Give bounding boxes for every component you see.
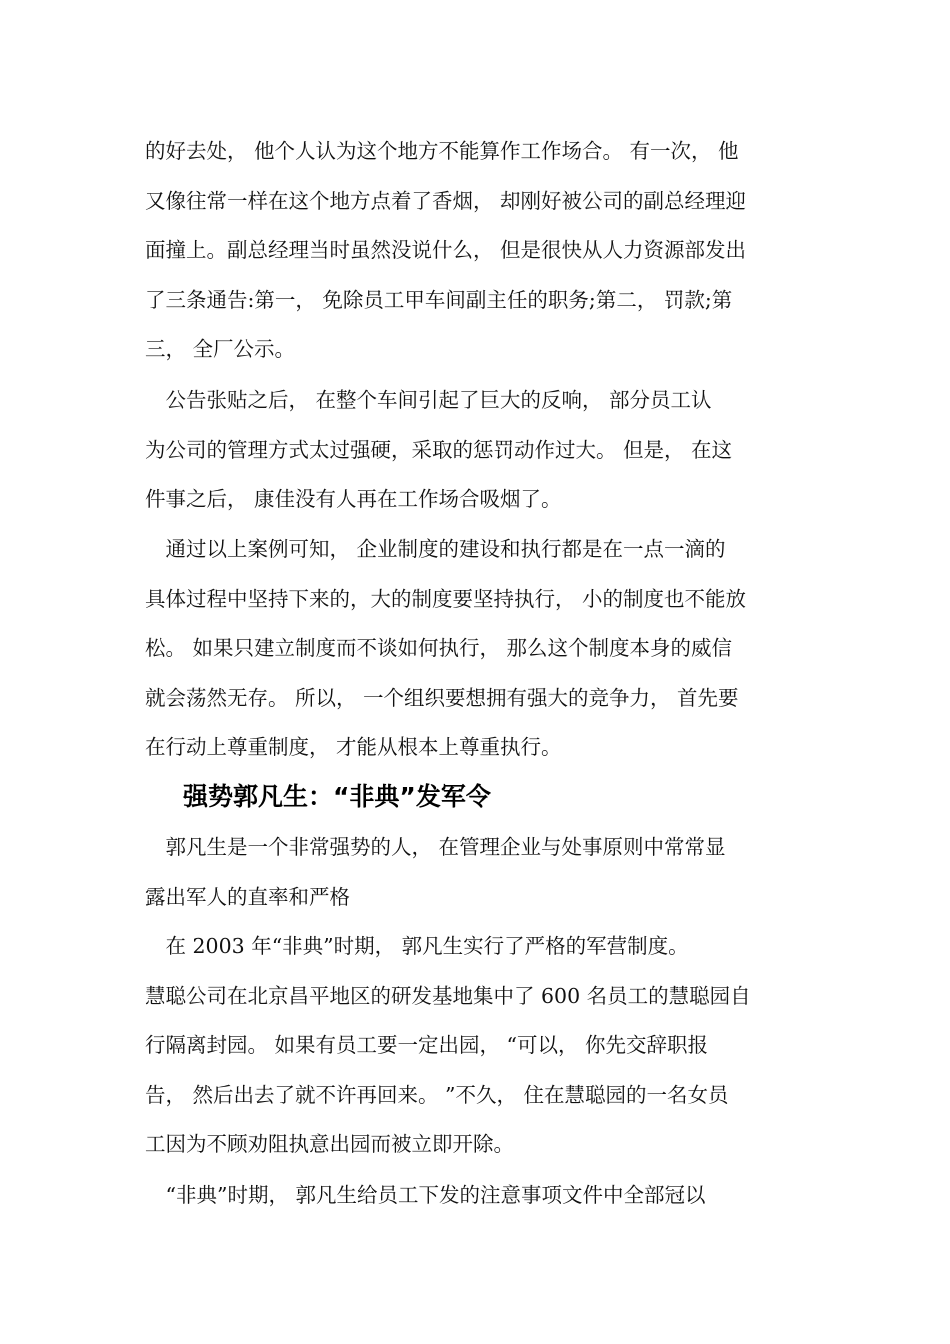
paragraph-1 (145, 127, 807, 375)
paragraph-line: 在 2003 年“非典”时期， 郭凡生实行了严格的军营制度。 (145, 934, 689, 958)
paragraph-line: 告， 然后出去了就不许再回来。 ”不久， 住在慧聪园的一名女员 (145, 1082, 729, 1107)
paragraph-line: 慧聪公司在北京昌平地区的研发基地集中了 600 名员工的慧聪园自 (145, 983, 751, 1008)
paragraph-line: 的好去处， 他个人认为这个地方不能算作工作场合。 有一次， 他 (145, 139, 739, 163)
paragraph-line: 通过以上案例可知， 企业制度的建设和执行都是在一点一滴的 (145, 537, 726, 561)
paragraph-2 (145, 376, 807, 525)
section2-paragraph-1 (145, 823, 807, 922)
paragraph-line: 在行动上尊重制度， 才能从根本上尊重执行。 (145, 735, 562, 759)
paragraph-line: 具体过程中坚持下来的，大的制度要坚持执行， 小的制度也不能放 (145, 586, 747, 611)
paragraph-line: 件事之后， 康佳没有人再在工作场合吸烟了。 (145, 487, 562, 511)
paragraph-line: “非典”时期， 郭凡生给员工下发的注意事项文件中全部冠以 (145, 1183, 706, 1207)
section2-paragraph-3 (145, 1171, 807, 1221)
paragraph-line: 三， 全厂公示。 (145, 337, 296, 361)
paragraph-line: 露出军人的直率和严格 (145, 884, 350, 909)
section2-paragraph-2 (145, 922, 807, 1170)
paragraph-line: 公告张贴之后， 在整个车间引起了巨大的反响， 部分员工认 (145, 388, 712, 412)
section-heading: 强势郭凡生：“非典”发军令 (183, 782, 491, 811)
paragraph-line: 工因为不顾劝阻执意出园而被立即开除。 (145, 1132, 514, 1156)
paragraph-line: 为公司的管理方式太过强硬，采取的惩罚动作过大。 但是， 在这 (145, 437, 733, 462)
paragraph-line: 面撞上。副总经理当时虽然没说什么， 但是很快从人力资源部发出 (145, 238, 747, 262)
paragraph-line: 就会荡然无存。 所以， 一个组织要想拥有强大的竞争力， 首先要 (145, 685, 739, 710)
paragraph-line: 了三条通告:第一， 免除员工甲车间副主任的职务;第二， 罚款;第 (145, 287, 733, 312)
paragraph-3 (145, 525, 807, 773)
paragraph-line: 郭凡生是一个非常强势的人， 在管理企业与处事原则中常常显 (145, 835, 726, 859)
paragraph-line: 行隔离封园。 如果有员工要一定出园， “可以， 你先交辞职报 (145, 1033, 709, 1057)
paragraph-line: 又像往常一样在这个地方点着了香烟， 却刚好被公司的副总经理迎 (145, 188, 747, 213)
paragraph-line: 松。 如果只建立制度而不谈如何执行， 那么这个制度本身的威信 (145, 636, 733, 660)
